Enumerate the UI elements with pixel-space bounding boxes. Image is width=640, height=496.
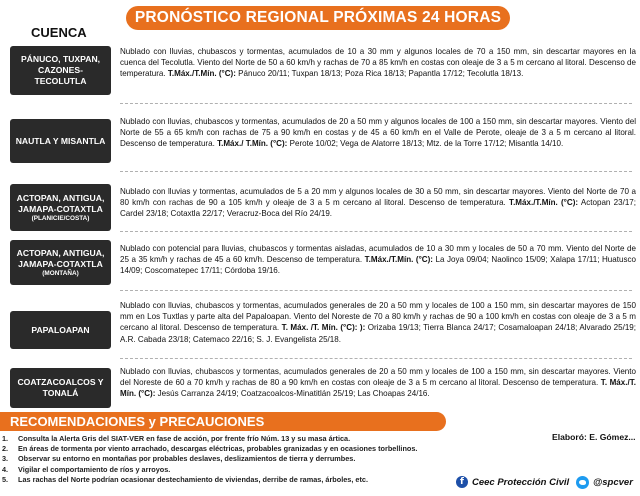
temperature-label: T.Máx./ T.Mín. (°C): bbox=[217, 139, 288, 149]
facebook-handle[interactable] bbox=[456, 476, 569, 488]
temperature-label: T.Máx./T.Mín. (°C): bbox=[167, 69, 236, 79]
divider bbox=[120, 290, 632, 291]
region-name: ACTOPAN, ANTIGUA, JAMAPA-COTAXTLA bbox=[16, 247, 105, 269]
temperature-label: T.Máx./T.Mín. (°C): bbox=[509, 198, 579, 208]
region-forecast-coatzacoalcos bbox=[120, 366, 636, 400]
forecast-text: Nublado con lluvias, chubascos y tormentas, acumulados de 10 a 30 mm y algunos locales de 70 a 150 mm, sin descartar mayores en la cuenca del Tecolutla. Viento del Norte de 50 a 60 km/h y rachas de 70 a 85 km/h en costas con oleaje de 3 a 5 m cercano al litoral. Descenso de temperatura. bbox=[120, 47, 636, 79]
temperature-values: La Joya 09/04; Naolinco 15/09; Xalapa 17/11; Huatusco 14/09; Coscomatepec 17/11; Córdoba 19/16. bbox=[120, 255, 636, 276]
forecast-text: Nublado con lluvias y tormentas, acumulados de 5 a 20 mm y algunos locales de 30 a 50 mm, sin descartar mayores. Viento del Norte de 70 a 80 km/h con rachas de 90 a 105 km/h y oleaje de 3 a 5 m cercano al litoral. Descenso de temperatura. bbox=[120, 187, 636, 208]
list-item-text: Observar su entorno en montañas por probables deslaves, deslizamientos de tierra y derrumbes. bbox=[18, 454, 356, 464]
list-item bbox=[2, 454, 502, 464]
temperature-values: Perote 10/02; Vega de Alatorre 18/13; Mtz. de la Torre 17/12; Misantla 14/10. bbox=[289, 139, 564, 149]
list-item-text: En áreas de tormenta por viento arrachado, descargas eléctricas, probables granizadas y en ocasiones torbellinos. bbox=[18, 444, 418, 454]
region-label-nautla bbox=[10, 119, 111, 163]
list-item-number: 2. bbox=[2, 444, 9, 454]
forecast-text: Nublado con potencial para lluvias, chubascos y tormentas aisladas, acumulados de 10 a 30 mm y locales de 50 a 70 mm. Viento del Norte de 25 a 35 km/h y rachas de 45 a 60 km/h. Descenso de temperatura. bbox=[120, 244, 636, 265]
recommendations-title: RECOMENDACIONES y PRECAUCIONES bbox=[0, 412, 446, 431]
divider bbox=[120, 103, 632, 104]
forecast-text: Nublado con lluvias, chubascos y tormentas, acumulados generales de 20 a 50 mm y locales de 100 a 150 mm, sin descartar mayores de 150 mm en Los Tuxtlas y parte alta del Papaloapan. Viento del Noreste de 70 a 80 km/h y rachas de 90 a 100 km/h en costas con oleaje de 3 a 5 m cercano al litoral. Descenso de temperatura. bbox=[120, 301, 636, 333]
temperature-values: Jesús Carranza 24/19; Coatzacoalcos-Minatitlán 25/19; Las Choapas 24/16. bbox=[157, 389, 430, 399]
forecast-text: Nublado con lluvias, chubascos y tormentas, acumulados generales de 20 a 50 mm y locales de 100 a 150 mm, sin descartar mayores. Viento del Noreste de 60 a 70 km/h y rachas de 80 a 90 km/h en costas con oleaje de 3 a 5 m cercano al litoral. Descenso de temperatura. bbox=[120, 367, 636, 388]
region-forecast-nautla bbox=[120, 116, 636, 150]
region-name: NAUTLA Y MISANTLA bbox=[15, 135, 106, 146]
list-item bbox=[2, 465, 502, 475]
list-item-text: Consulta la Alerta Gris del SIAT-VER en fase de acción, por frente frío Núm. 13 y su masa ártica. bbox=[18, 434, 351, 443]
region-name: PÁNUCO, TUXPAN, CAZONES-TECOLUTLA bbox=[20, 54, 101, 86]
temperature-values: Pánuco 20/11; Tuxpan 18/13; Poza Rica 18/13; Papantla 17/12; Tecolutla 18/13. bbox=[238, 69, 524, 79]
recommendations-list bbox=[2, 434, 502, 485]
region-label-papaloapan bbox=[10, 311, 111, 349]
list-item-text: Vigilar el comportamiento de ríos y arroyos. bbox=[18, 464, 171, 474]
region-subtitle: (PLANICIE/COSTA) bbox=[31, 214, 90, 222]
list-item bbox=[2, 434, 502, 444]
twitter-label: @spcver bbox=[593, 477, 633, 488]
region-label-actopan-montana bbox=[10, 240, 111, 285]
region-forecast-papaloapan bbox=[120, 300, 636, 345]
list-item-number: 5. bbox=[2, 474, 9, 484]
temperature-label: T. Máx./T. Mín. (°C): bbox=[120, 378, 636, 399]
divider bbox=[120, 358, 632, 359]
region-label-coatzacoalcos bbox=[10, 368, 111, 408]
list-item-number: 4. bbox=[2, 464, 9, 474]
region-subtitle: (MONTAÑA) bbox=[42, 269, 79, 277]
temperature-label: T. Máx. /T. Mín. (°C): ): bbox=[281, 323, 366, 333]
list-item-number: 1. bbox=[2, 434, 9, 443]
facebook-icon: f bbox=[456, 476, 468, 488]
region-name: COATZACOALCOS Y TONALÁ bbox=[17, 377, 104, 398]
divider bbox=[120, 231, 632, 232]
region-forecast-actopan-costa bbox=[120, 186, 636, 220]
list-item-number: 3. bbox=[2, 454, 9, 464]
region-forecast-panuco bbox=[120, 46, 636, 80]
temperature-values: Orizaba 19/13; Tierra Blanca 24/17; Cosamaloapan 24/18; Alvarado 25/19; A.R. Cabada 23/18; Catemaco 22/16; S. J. Evangelista 25/18. bbox=[120, 323, 637, 344]
temperature-values: Actopan 23/17; Cardel 23/18; Cotaxtla 22/17; Veracruz-Boca del Río 24/19. bbox=[120, 198, 637, 219]
list-item bbox=[2, 475, 502, 485]
author-credit: Elaboró: E. Gómez... bbox=[552, 432, 636, 442]
cuenca-heading: CUENCA bbox=[31, 25, 87, 40]
region-label-actopan-costa bbox=[10, 184, 111, 231]
temperature-label: T.Máx./T.Mín. (°C): bbox=[364, 255, 433, 265]
region-name: PAPALOAPAN bbox=[31, 324, 90, 335]
list-item bbox=[2, 444, 502, 454]
region-name: ACTOPAN, ANTIGUA, JAMAPA-COTAXTLA bbox=[16, 192, 105, 214]
twitter-icon bbox=[576, 476, 589, 489]
region-forecast-actopan-montana bbox=[120, 243, 636, 277]
twitter-handle[interactable] bbox=[576, 476, 633, 489]
divider bbox=[120, 171, 632, 172]
page-title: PRONÓSTICO REGIONAL PRÓXIMAS 24 HORAS bbox=[126, 6, 510, 30]
region-label-panuco bbox=[10, 46, 111, 95]
forecast-text: Nublado con lluvias, chubascos y tormentas, acumulados de 20 a 50 mm y algunos locales de 100 a 150 mm, sin descartar mayores. Viento del Norte de 55 a 65 km/h con rachas de 75 a 90 km/h en costas y de 45 a 60 km/h en el Valle de Perote, oleaje de 3 a 5 m cercano al litoral. Descenso de temperatura. bbox=[120, 117, 636, 149]
facebook-label: Ceec Protección Civil bbox=[472, 476, 570, 488]
list-item-text: Las rachas del Norte podrían ocasionar destechamiento de viviendas, derribe de ramas, árboles, etc. bbox=[18, 474, 368, 484]
